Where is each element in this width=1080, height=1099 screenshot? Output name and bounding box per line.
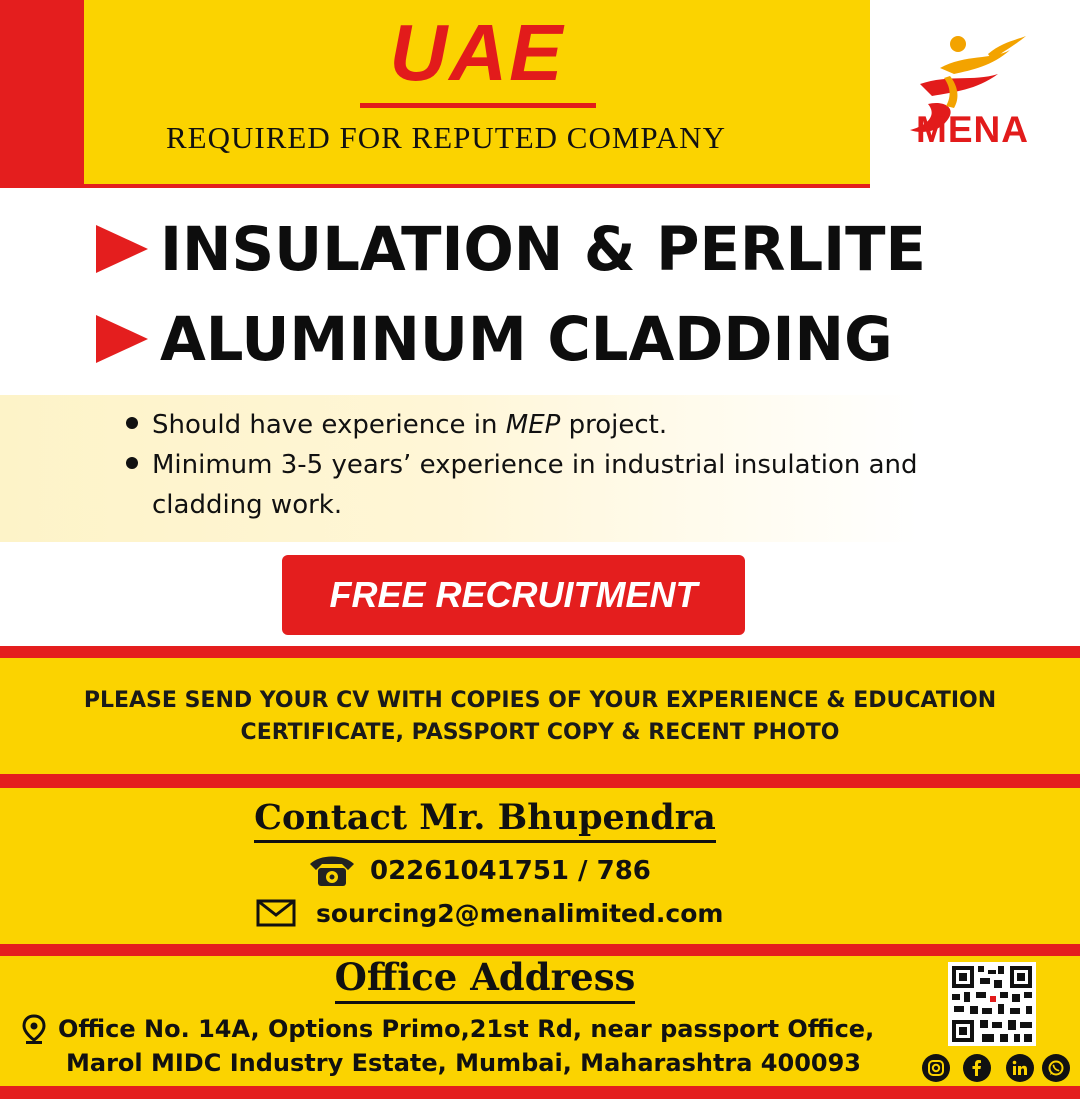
- address-text: Office No. 14A, Options Primo,21st Rd, near passport Office,: [58, 1015, 875, 1043]
- contact-title: [0, 797, 970, 838]
- facebook-glyph-icon: [968, 1059, 986, 1077]
- phone-row: [306, 851, 651, 891]
- envelope-icon: [256, 899, 296, 927]
- header-red-block: [0, 0, 84, 188]
- requirement-text-em: MEP: [505, 410, 561, 440]
- header-subtitle: REQUIRED FOR REPUTED COMPANY: [166, 120, 726, 155]
- instagram-icon[interactable]: [922, 1054, 950, 1082]
- requirement-text: Minimum 3-5 years’ experience in industrial insulation and: [152, 450, 918, 480]
- free-recruitment-button: FREE RECRUITMENT: [282, 555, 745, 635]
- bullet-dot-icon: [126, 457, 138, 469]
- address-line: Marol MIDC Industry Estate, Mumbai, Maharashtra 400093: [66, 1049, 861, 1077]
- whatsapp-glyph-icon: [1047, 1059, 1065, 1077]
- address-line: [22, 1012, 874, 1046]
- requirement-text-pre: Should have experience in: [152, 410, 506, 440]
- bullet-dot-icon: [126, 417, 138, 429]
- send-cv-line: CERTIFICATE, PASSPORT COPY & RECENT PHOTO: [240, 720, 840, 745]
- country-title: UAE: [389, 8, 565, 97]
- instagram-glyph-icon: [927, 1059, 945, 1077]
- send-cv-line: PLEASE SEND YOUR CV WITH COPIES OF YOUR EXPERIENCE & EDUCATION: [83, 688, 997, 713]
- linkedin-glyph-icon: [1011, 1059, 1029, 1077]
- linkedin-icon[interactable]: [1006, 1054, 1034, 1082]
- requirement-item: [126, 405, 667, 445]
- location-pin-icon: [22, 1014, 46, 1044]
- red-stripe: [0, 774, 1080, 788]
- requirement-text-post: project.: [560, 410, 668, 440]
- telephone-icon: [306, 854, 358, 888]
- requirement-item-continued: cladding work.: [152, 490, 343, 520]
- email-address[interactable]: sourcing2@menalimited.com: [316, 898, 724, 928]
- country-title-underline: [360, 103, 596, 108]
- job-title-text: ALUMINUM CLADDING: [160, 303, 893, 375]
- red-stripe: [0, 1086, 1080, 1099]
- email-row: [256, 893, 723, 933]
- header-red-underline: [0, 184, 870, 188]
- whatsapp-icon[interactable]: [1042, 1054, 1070, 1082]
- office-title-text: Office Address: [335, 955, 636, 1004]
- job-title-text: INSULATION & PERLITE: [160, 213, 926, 285]
- triangle-bullet-icon: [96, 225, 148, 273]
- phone-number[interactable]: 02261041751 / 786: [370, 856, 651, 886]
- contact-title-text: Contact Mr. Bhupendra: [254, 797, 716, 843]
- facebook-icon[interactable]: [963, 1054, 991, 1082]
- triangle-bullet-icon: [96, 315, 148, 363]
- job-title-cladding: [96, 304, 915, 374]
- qr-code-icon[interactable]: [948, 962, 1036, 1046]
- send-cv-text: [0, 685, 1080, 749]
- requirement-item: [126, 445, 918, 485]
- job-title-insulation: [96, 214, 950, 284]
- mena-logo-text: MENA: [916, 109, 1029, 150]
- red-stripe: [0, 646, 1080, 658]
- office-title: [0, 955, 970, 999]
